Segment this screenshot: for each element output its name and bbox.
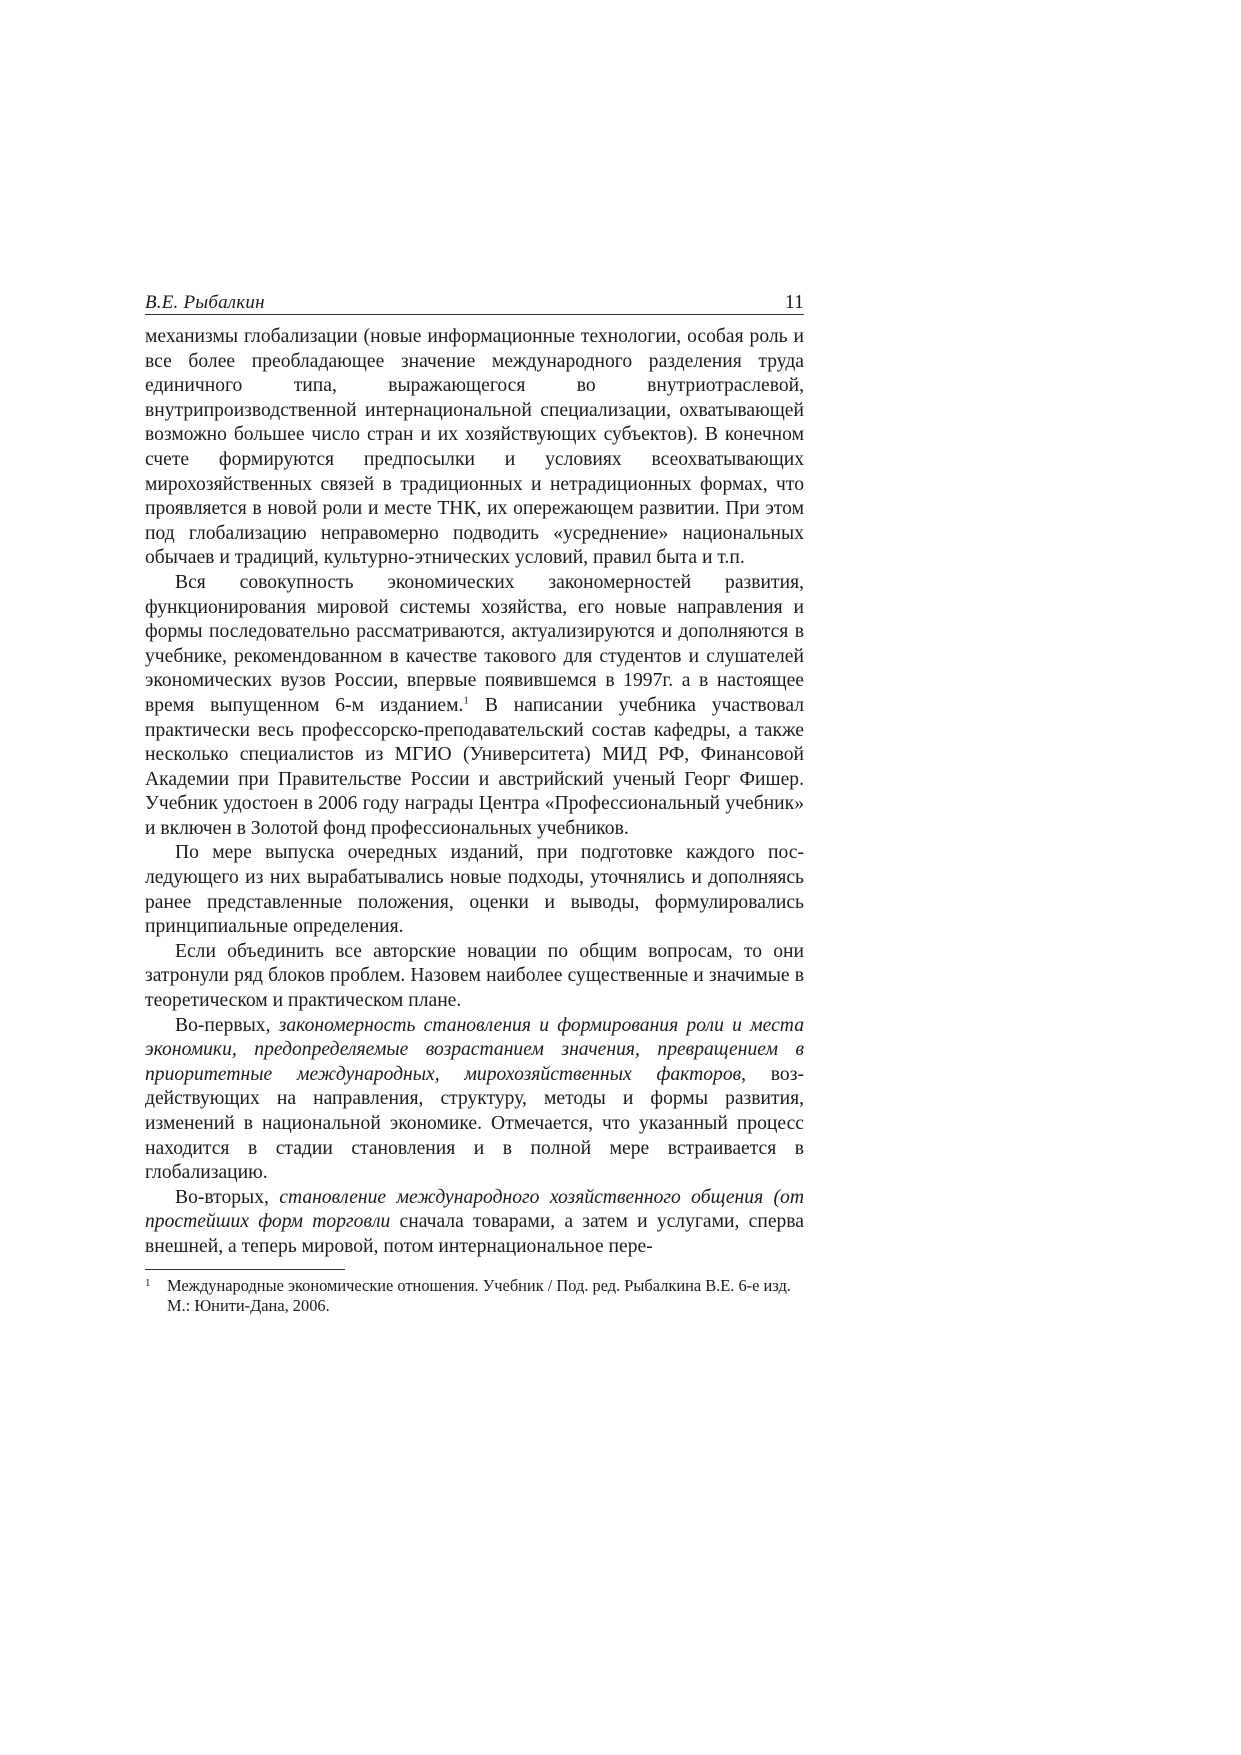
paragraph-6-emphasis: становление международного хозяйственного общения (от простейших форм торговли xyxy=(145,1186,804,1233)
paragraph-5-lead: Во-первых, xyxy=(175,1014,279,1036)
paragraph-3: По мере выпуска очередных изданий, при подготовке каждого последующего из них вырабатывались новые подходы, уточнялись и дополняясь ранее представленные положения, оценки и выводы, формулировались принципиальные определения. xyxy=(145,842,804,938)
paragraph-5 xyxy=(145,1014,804,1186)
paragraph-1: механизмы глобализации (новые информационные технологии, особая роль и все более преобладающее значение международного разделения труда единичного типа, выражающегося во внутриотраслевой, внутрипроизводственной интернациональной специализации, охватывающей возможно большее число стран и их хозяйствующих субъектов). В конечном счете формируются предпосылки и условиях всеохватывающих мирохозяйственных связей в традиционных и нетрадиционных формах, что проявляется в новой роли и месте ТНК, их опережающем развитии. При этом под глобализацию неправомерно подводить «усреднение» национальных обычаев и традиций, культурно-этнических условий, правил быта и т.п. xyxy=(145,326,804,569)
body-text xyxy=(145,325,804,1260)
page-content xyxy=(145,284,804,1316)
footnote xyxy=(145,1276,804,1316)
paragraph-6-lead: Во-вторых, xyxy=(175,1186,280,1208)
footnote-reference: 1 xyxy=(463,694,469,707)
paragraph-5-rest: , воздействующих на направления, структуру, методы и формы развития, изменений в национальной экономике. Отмечается, что указанный процесс находится в стадии становления и в полной мере встраивается в глобализацию. xyxy=(145,1063,804,1184)
paragraph-6 xyxy=(145,1186,804,1260)
footnote-divider xyxy=(145,1269,345,1270)
footnote-text: Международные экономические отношения. Учебник / Под. ред. Рыбалкина В.Е. 6-е изд. М.: Юнити-Дана, 2006. xyxy=(167,1275,791,1315)
header-author: В.Е. Рыбалкин xyxy=(145,292,265,313)
paragraph-2-part-a: Вся совокупность экономических закономерностей развития, функционирования мировой системы хозяйства, его новые направления и формы последовательно рассматриваются, актуализируются и дополняются в учебнике, рекомендованном в качестве такового для студентов и слушателей экономических вузов России, впервые появившемся в 1997г. а в настоящее время выпущенном 6-м изданием. xyxy=(145,571,804,716)
paragraph-2 xyxy=(145,571,804,842)
page-number: 11 xyxy=(784,291,804,313)
paragraph-5-emphasis: закономерность становления и формирования роли и места экономики, предопределяемые возрастанием значения, превращением в приоритетные международных, мирохозяйственных факторов xyxy=(145,1014,804,1085)
paragraph-2-part-b: В написании учебника участвовал практически весь профессорско-преподавательский состав кафедры, а также несколько специалистов из МГИО (Университета) МИД РФ, Финансовой Академии при Правительстве России и австрийский ученый Георг Фишер. Учебник удостоен в 2006 году награды Центра «Профессиональный учебник» и включен в Золотой фонд профессиональных учебников. xyxy=(145,694,804,839)
footnote-mark: 1 xyxy=(145,1276,151,1289)
running-header xyxy=(145,284,804,315)
paragraph-6-rest: сначала товарами, а затем и услугами, сперва внешней, а теперь мировой, потом интернациональное пере- xyxy=(145,1211,804,1257)
paragraph-4: Если объединить все авторские новации по общим вопросам, то они затронули ряд блоков проблем. Назовем наиболее существенные и значимые в теоретическом и практическом плане. xyxy=(145,940,804,1012)
